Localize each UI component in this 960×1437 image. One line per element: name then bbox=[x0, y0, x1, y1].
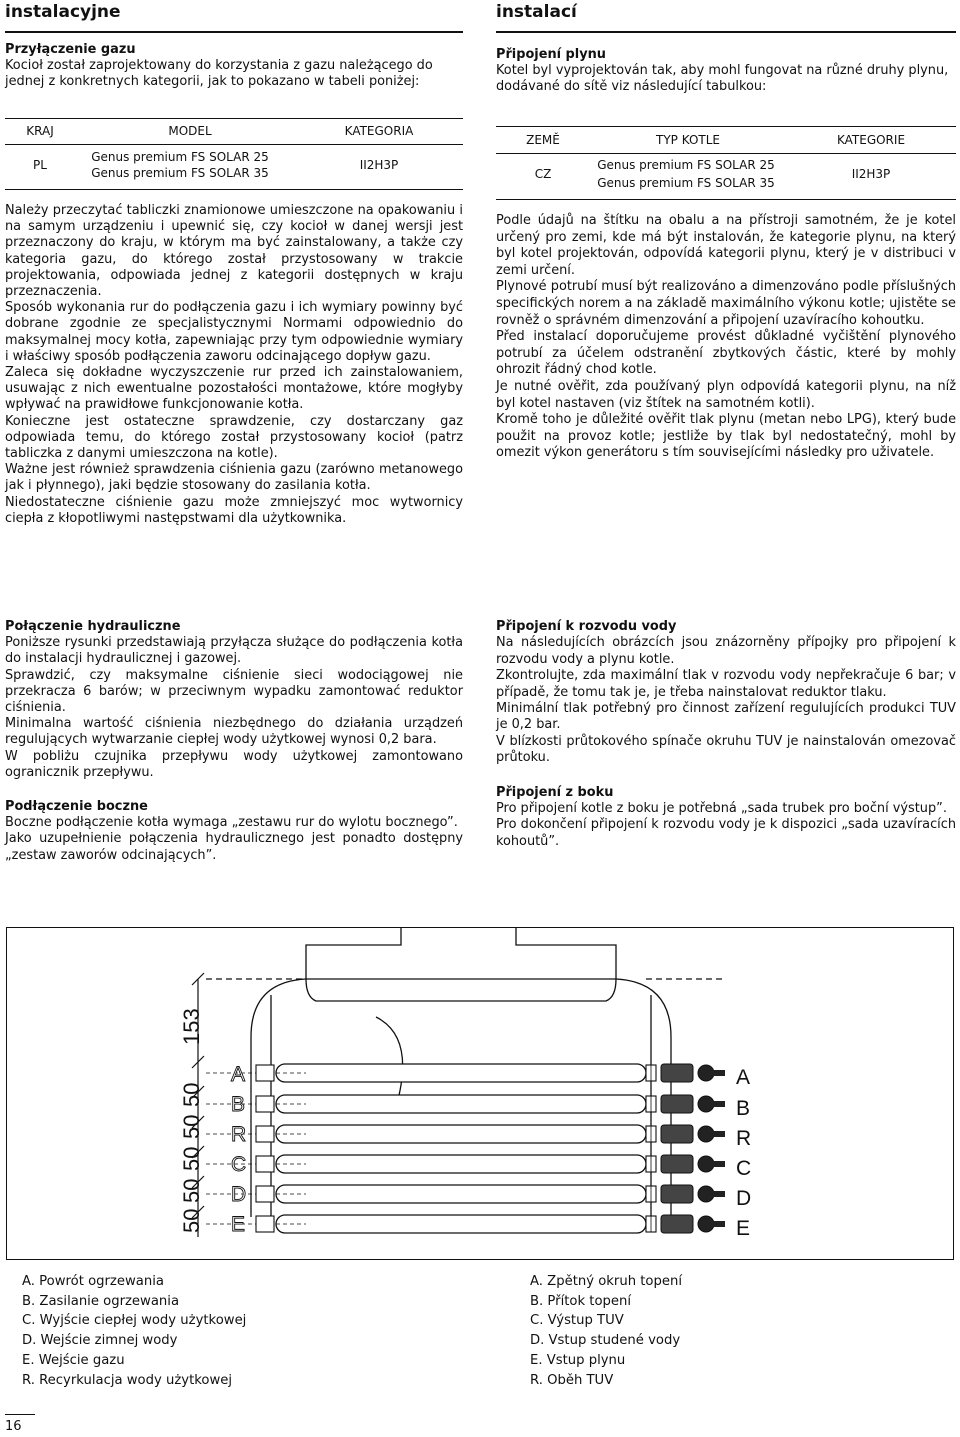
paragraph: Na následujících obrázcích jsou znázorněny přípojky pro připojení k rozvodu vody a plynu kotle. bbox=[496, 635, 956, 667]
pl-gas-heading: Przyłączenie gazu bbox=[5, 42, 136, 57]
paragraph: Zkontrolujte, zda maximální tlak v rozvodu vody nepřekračuje 6 bar; v případě, že tomu tak je, je třeba nainstalovat reduktor tlaku. bbox=[496, 668, 956, 700]
paragraph: Należy przeczytać tabliczki znamionowe umieszczone na opakowaniu i na samym urządzeniu i upewnić się, czy kocioł w danej wersji jest przeznaczony do kraju, w którym ma być zainstalowany, a także czy kategoria gazu, do którego został przystosowany w trakcie projektowania, odpowiada jednej z kategorii dostępnych w kraju przeznaczenia. bbox=[5, 203, 463, 300]
table-header-country: KRAJ bbox=[26, 124, 54, 138]
table-header-model: TYP KOTLE bbox=[656, 133, 720, 147]
dimension-label: 50 bbox=[179, 1146, 204, 1171]
table-header-model: MODEL bbox=[168, 124, 212, 138]
dimension-label: 153 bbox=[179, 1008, 204, 1045]
paragraph: Kromě toho je důležité ověřit tlak plynu (metan nebo LPG), který bude použit na provoz kotle; jestliže by tlak byl nedostatečný, mohl by omezit výkon generátoru s tím souvisejícími následky pro uživatele. bbox=[496, 412, 956, 461]
legend-pl bbox=[22, 1272, 246, 1390]
paragraph: Konieczne jest ostateczne sprawdzenie, czy dostarczany gaz odpowiada temu, do którego został przystosowany kocioł (patrz tabliczka z danymi umieszczona na kotle). bbox=[5, 413, 463, 462]
page-number: 16 bbox=[5, 1419, 22, 1434]
table-header-category: KATEGORIE bbox=[836, 133, 906, 147]
pipe bbox=[276, 1215, 646, 1233]
legend-item: A. Zpětný okruh topení bbox=[530, 1274, 682, 1289]
valve bbox=[256, 1186, 274, 1202]
pl-side-heading: Podłączenie boczne bbox=[5, 799, 148, 815]
valve-lever bbox=[713, 1131, 725, 1137]
paragraph: Sprawdzić, czy maksymalne ciśnienie sieci wodociągowej nie przekracza 6 barów; w przeciwnym wypadku zamontować reduktor ciśnienia. bbox=[5, 667, 463, 716]
paragraph: Plynové potrubí musí být realizováno a dimenzováno podle příslušných specifických norem a na základě maximálního výkonu kotle; ujistěte se rovněž o správném dimenzování a připojení uzavíracího kohoutku. bbox=[496, 279, 956, 328]
valve-lever bbox=[713, 1191, 725, 1197]
table-rule bbox=[5, 144, 463, 145]
pl-gas-table bbox=[5, 118, 463, 198]
cz-gas-table bbox=[496, 126, 956, 206]
valve bbox=[661, 1155, 693, 1173]
paragraph: Poniższe rysunki przedstawiają przyłącza służące do podłączenia kotła do instalacji hydraulicznej i gazowej. bbox=[5, 635, 463, 667]
paragraph: Pro dokončení připojení k rozvodu vody je k dispozici „sada uzavíracích kohoutů”. bbox=[496, 817, 956, 849]
valve bbox=[661, 1215, 693, 1233]
left-connection-label: R bbox=[231, 1123, 247, 1146]
valve bbox=[256, 1126, 274, 1142]
legend-item: D. Wejście zimnej wody bbox=[22, 1333, 178, 1349]
legend-item: C. Výstup TUV bbox=[530, 1313, 624, 1329]
right-connection-label: A bbox=[736, 1066, 751, 1089]
valve-knob bbox=[698, 1065, 714, 1081]
paragraph: Pro připojení kotle z boku je potřebná „sada trubek pro boční výstup”. bbox=[496, 801, 947, 817]
paragraph: Jako uzupełnienie połączenia hydraulicznego jest ponadto dostępny „zestaw zaworów odcinających”. bbox=[5, 831, 463, 863]
right-connection-label: B bbox=[736, 1097, 751, 1120]
pipe bbox=[276, 1064, 646, 1082]
right-connection-label: E bbox=[736, 1217, 751, 1240]
table-rule bbox=[496, 153, 956, 154]
cz-gas-body bbox=[496, 213, 956, 462]
cz-gas-intro: Kotel byl vyprojektován tak, aby mohl fungovat na různé druhy plynu, dodávané do sítě viz následující tabulkou: bbox=[496, 63, 949, 95]
paragraph: Podle údajů na štítku na obalu a na přístroji samotném, že je kotel určený pro zemi, kde má být instalován, že kategorie plynu, na který byl kotel projektován, odpovídá kategorii plynu, který je v distribuci v zemi určení. bbox=[496, 213, 956, 278]
valve bbox=[256, 1065, 274, 1081]
cz-side-heading: Připojení z boku bbox=[496, 784, 614, 800]
legend-item: D. Vstup studené vody bbox=[530, 1333, 681, 1349]
right-connection-label: R bbox=[736, 1127, 752, 1150]
header-right-title: instalací bbox=[496, 2, 577, 22]
valve-knob bbox=[698, 1156, 714, 1172]
pl-hydro-heading: Połączenie hydrauliczne bbox=[5, 619, 181, 634]
cz-hydro-heading: Připojení k rozvodu vody bbox=[496, 619, 677, 634]
table-model-2: Genus premium FS SOLAR 35 bbox=[597, 176, 775, 190]
left-connection-label: A bbox=[231, 1063, 246, 1086]
pipe bbox=[276, 1185, 646, 1203]
legend-cz bbox=[530, 1272, 682, 1390]
legend-item: B. Přítok topení bbox=[530, 1293, 632, 1309]
dimension-label: 50 bbox=[179, 1178, 204, 1203]
valve-lever bbox=[713, 1221, 725, 1227]
header-left-rule bbox=[5, 31, 463, 33]
legend-item: E. Vstup plynu bbox=[530, 1352, 626, 1368]
cz-hydro-section bbox=[496, 619, 956, 850]
right-connection-label: C bbox=[736, 1157, 752, 1180]
table-rule bbox=[496, 126, 956, 127]
dimension-label: 50 bbox=[179, 1082, 204, 1107]
pl-gas-intro: Kocioł został zaprojektowany do korzystania z gazu należącego do jednej z konkretnych kategorii, jak to pokazano w tabeli poniżej: bbox=[5, 58, 433, 90]
valve-lever bbox=[713, 1070, 725, 1076]
valve bbox=[661, 1185, 693, 1203]
pipe bbox=[276, 1155, 646, 1173]
valve-knob bbox=[698, 1126, 714, 1142]
paragraph: Před instalací doporučujeme provést důkladné vyčištění plynového potrubí za účelem odstranění zbytkových částic, které by mohly ohrozit řádný chod kotle. bbox=[496, 329, 956, 378]
left-connection-label: C bbox=[231, 1153, 247, 1176]
paragraph: Minimalna wartość ciśnienia niezbędnego do działania urządzeń regulujących wytwarzanie ciepłej wody użytkowej wynosi 0,2 bara. bbox=[5, 716, 463, 748]
paragraph: Je nutné ověřit, zda používaný plyn odpovídá kategorii plynu, na níž byl kotel nastaven (viz štítek na samotném kotli). bbox=[496, 378, 956, 411]
valve-lever bbox=[713, 1161, 725, 1167]
table-header-country: ZEMĚ bbox=[526, 133, 560, 147]
pl-hydro-section bbox=[5, 619, 463, 864]
paragraph: Sposób wykonania rur do podłączenia gazu i ich wymiary powinny być dobrane zgodnie ze specjalistycznymi Normami odpowiednio do maksymalnej mocy kotła, zapewniając przy tym odpowiednie wymiary i właściwy sposób podłączenia zaworu odcinającego dopływ gazu. bbox=[5, 300, 463, 364]
header-left-title: instalacyjne bbox=[5, 2, 121, 22]
table-model-2: Genus premium FS SOLAR 35 bbox=[91, 166, 269, 180]
table-rule bbox=[496, 199, 956, 200]
pl-gas-section bbox=[5, 42, 463, 91]
paragraph: V blízkosti průtokového spínače okruhu TUV je nainstalován omezovač průtoku. bbox=[496, 733, 956, 766]
valve bbox=[256, 1216, 274, 1232]
left-connection-label: D bbox=[231, 1183, 247, 1206]
valve bbox=[256, 1096, 274, 1112]
left-connection-label: E bbox=[231, 1213, 246, 1236]
legend-item: R. Recyrkulacja wody użytkowej bbox=[22, 1372, 233, 1388]
pipe bbox=[276, 1095, 646, 1113]
pipe bbox=[276, 1125, 646, 1143]
paragraph: Ważne jest również sprawdzenia ciśnienia gazu (zarówno metanowego jak i płynnego), jaki będzie stosowany do zasilania kotła. bbox=[5, 462, 463, 494]
valve-knob bbox=[698, 1186, 714, 1202]
valve-knob bbox=[698, 1096, 714, 1112]
table-rule bbox=[5, 189, 463, 190]
table-category: II2H3P bbox=[359, 158, 399, 172]
left-connection-label: B bbox=[231, 1093, 246, 1116]
legend-item: A. Powrót ogrzewania bbox=[22, 1274, 164, 1289]
dimension-label: 50 bbox=[179, 1114, 204, 1139]
legend-item: R. Oběh TUV bbox=[530, 1372, 614, 1388]
valve bbox=[661, 1095, 693, 1113]
right-connection-label: D bbox=[736, 1187, 752, 1210]
paragraph: Minimální tlak potřebný pro činnost zařízení regulujících produkci TUV je 0,2 bar. bbox=[496, 701, 956, 733]
paragraph: Boczne podłączenie kotła wymaga „zestawu rur do wylotu bocznego”. bbox=[5, 815, 458, 831]
cz-gas-heading: Připojení plynu bbox=[496, 47, 606, 62]
table-header-category: KATEGORIA bbox=[344, 124, 414, 138]
legend-item: B. Zasilanie ogrzewania bbox=[22, 1293, 180, 1309]
valve bbox=[256, 1156, 274, 1172]
legend-item: C. Wyjście ciepłej wody użytkowej bbox=[22, 1313, 247, 1329]
cz-gas-section bbox=[496, 47, 956, 96]
valve bbox=[661, 1125, 693, 1143]
paragraph: Niedostateczne ciśnienie gazu może zmniejszyć moc wytwornicy ciepła z kłopotliwymi następstwami dla użytkownika. bbox=[5, 494, 463, 526]
valve bbox=[661, 1064, 693, 1082]
paragraph: Zaleca się dokładne wyczyszczenie rur przed ich zainstalowaniem, usuwając z nich ewentualne pozostałości montażowe, które mogłyby wpływać na prawidłowe funkcjonowanie kotła. bbox=[5, 365, 463, 413]
pipe-group bbox=[206, 1064, 725, 1233]
connection-diagram bbox=[6, 927, 954, 1260]
valve-knob bbox=[698, 1216, 714, 1232]
header-right-rule bbox=[496, 31, 956, 33]
paragraph: W pobliżu czujnika przepływu wody użytkowej zamontowano ogranicznik przepływu. bbox=[5, 748, 463, 780]
table-category: II2H3P bbox=[851, 167, 891, 181]
table-country: PL bbox=[33, 158, 47, 172]
table-model-1: Genus premium FS SOLAR 25 bbox=[597, 158, 775, 172]
table-rule bbox=[5, 118, 463, 119]
valve-lever bbox=[713, 1101, 725, 1107]
legend-item: E. Wejście gazu bbox=[22, 1352, 125, 1368]
table-country: CZ bbox=[534, 167, 552, 181]
dimension-label: 50 bbox=[179, 1208, 204, 1233]
page-number-rule bbox=[5, 1414, 35, 1415]
table-model-1: Genus premium FS SOLAR 25 bbox=[91, 150, 269, 164]
pl-gas-body bbox=[5, 203, 463, 527]
